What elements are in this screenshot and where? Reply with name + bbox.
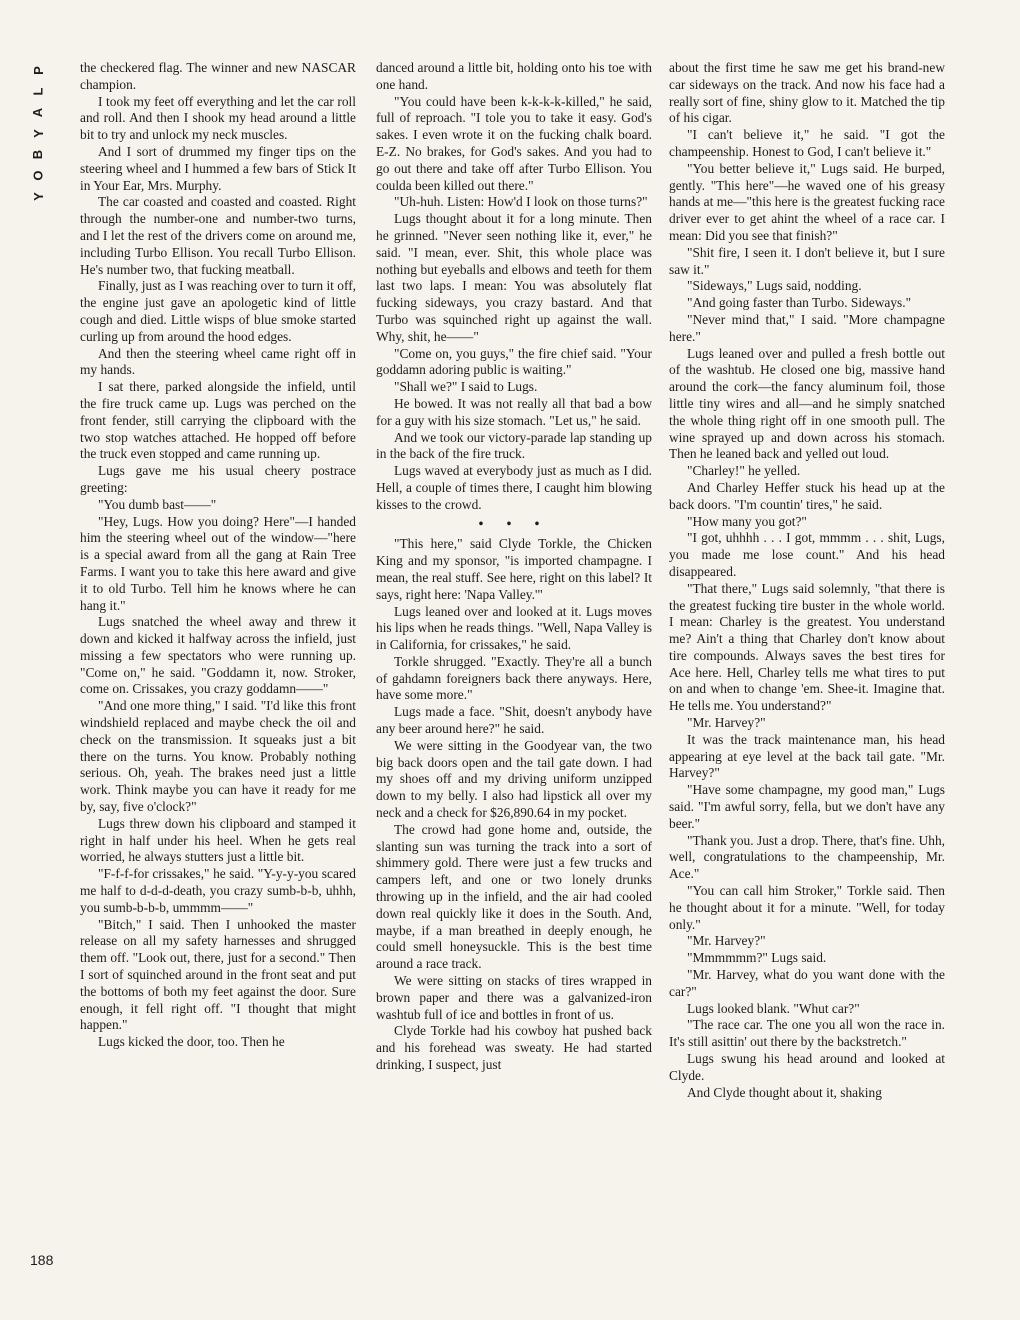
- paragraph: "You can call him Stroker," Torkle said. Then he thought about it for a minute. "Well, for today only.": [669, 883, 945, 932]
- paragraph: And I sort of drummed my finger tips on the steering wheel and I hummed a few bars of Stick It in Your Ear, Mrs. Murphy.: [80, 143, 356, 193]
- paragraph: We were sitting on stacks of tires wrapped in brown paper and there was a galvanized-iron washtub full of ice and bottles in front of us.: [376, 973, 652, 1022]
- brand-letter: B: [30, 149, 46, 160]
- paragraph: "Never mind that," I said. "More champagne here.": [669, 311, 945, 344]
- paragraph: And then the steering wheel came right off in my hands.: [80, 345, 356, 378]
- text-column-2: [376, 60, 652, 1074]
- paragraph: "You dumb bast——": [98, 496, 217, 512]
- paragraph: "F-f-f-for crissakes," he said. "Y-y-y-you scared me half to d-d-d-death, you crazy sumb-b-b, uhhh, you sumb-b-b-b, ummmm——": [80, 866, 356, 915]
- paragraph: "Sideways," Lugs said, nodding.: [687, 278, 862, 294]
- text-column-1: [80, 60, 356, 1051]
- paragraph: "I got, uhhhh . . . I got, mmmm . . . shit, Lugs, you made me lose count." And his head disappeared.: [669, 530, 945, 579]
- brand-letter: L: [30, 87, 46, 96]
- paragraph: And Charley Heffer stuck his head up at the back doors. "I'm countin' tires," he said.: [669, 479, 945, 512]
- paragraph: "Come on, you guys," the fire chief said. "Your goddamn adoring public is waiting.": [376, 345, 652, 378]
- paragraph: about the first time he saw me get his brand-new car sideways on the track. And now his face had a really sort of fine, shiny glow to it. Matched the tip of his cigar.: [669, 60, 945, 126]
- paragraph: "Mr. Harvey?": [687, 933, 766, 949]
- paragraph: "Bitch," I said. Then I unhooked the master release on all my safety harnesses and shrugged them off. "Look out, there, just for a second." Then I sort of squinched around in the front seat and put the bottoms of both my feet against the door. Sure enough, it fell right off. "I thought that might happen.": [80, 916, 356, 1033]
- text-column-3: [669, 60, 945, 1101]
- paragraph: the checkered flag. The winner and new NASCAR champion.: [80, 60, 356, 92]
- paragraph: "How many you got?": [687, 513, 807, 529]
- paragraph: "I can't believe it," he said. "I got the champeenship. Honest to God, I can't believe it.": [669, 127, 945, 159]
- paragraph: "Mmmmmm?" Lugs said.: [687, 950, 827, 966]
- paragraph: And Clyde thought about it, shaking: [687, 1084, 882, 1100]
- paragraph: Clyde Torkle had his cowboy hat pushed back and his forehead was sweaty. He had started drinking, I suspect, just: [376, 1023, 652, 1073]
- paragraph: The crowd had gone home and, outside, the slanting sun was turning the track into a sort of shimmery gold. There were just a few trucks and campers left, and one or two lonely drunks throwing up in the infield, and the air had cooled down real quickly like it does in the South. And, maybe, if a man breathed in deeply enough, he could smell honeysuckle. This is the best time around a race track.: [376, 821, 652, 972]
- paragraph: "Shit fire, I seen it. I don't believe it, but I sure saw it.": [669, 244, 945, 277]
- paragraph: Lugs threw down his clipboard and stamped it right in half under his heel. When he gets real worried, he always stutters just a little bit.: [80, 815, 356, 865]
- paragraph: Lugs waved at everybody just as much as I did. Hell, a couple of times there, I caught him blowing kisses to the crowd.: [376, 463, 652, 512]
- paragraph: Lugs leaned over and looked at it. Lugs moves his lips when he reads things. "Well, Napa Valley is in California, for crissakes," he said.: [376, 603, 652, 653]
- paragraph: "And one more thing," I said. "I'd like this front windshield replaced and maybe check the oil and check on the transmission. It squeaks just a bit there on the turns. You know. Probably nothing serious. Oh, yeah. The brakes need just a little work. Think maybe you can have it ready for me by, say, five o'clock?": [80, 698, 356, 815]
- paragraph: Finally, just as I was reaching over to turn it off, the engine just gave an apologetic kind of little cough and died. Little wisps of blue smoke started curling up from around the hood edges.: [80, 278, 356, 344]
- paragraph: We were sitting in the Goodyear van, the two big back doors open and the tail gate down. I had my shoes off and my driving uniform unzipped down to my belly. I also had lipstick all over my neck and a check for $26,890.64 in my pocket.: [376, 737, 652, 821]
- brand-letter: Y: [30, 192, 46, 201]
- paragraph: Lugs thought about it for a long minute. Then he grinned. "Never seen nothing like it, ever," he said. "I mean, ever. Shit, this whole place was nothing but eyeballs and elbows and teeth for them last two laps. I mean: You was absolutely flat fucking sideways, you crazy bastard. And that Turbo was squinched right up against the wall. Why, shit, he——": [376, 211, 652, 344]
- paragraph: "Charley!" he yelled.: [687, 463, 801, 479]
- paragraph: "Have some champagne, my good man," Lugs said. "I'm awful sorry, fella, but we don't have any beer.": [669, 782, 945, 831]
- paragraph: Lugs snatched the wheel away and threw it down and kicked it halfway across the infield, just missing a few spectators who were running up. "Come on," he said. "Goddamn it, now. Stroker, come on. Crissakes, you crazy goddamn——": [80, 614, 356, 697]
- section-break: • • •: [478, 515, 550, 531]
- paragraph: "You could have been k-k-k-k-killed," he said, full of reproach. "I tole you to take it easy. God's sakes. I even wrote it on the fucking chalk board. E-Z. No brakes, for God's sakes. And you had to go out there and take off after Turbo Ellison. You coulda been killed out there.": [376, 93, 652, 193]
- paragraph: It was the track maintenance man, his head appearing at eye level at the back tail gate. "Mr. Harvey?": [669, 731, 945, 781]
- paragraph: "You better believe it," Lugs said. He burped, gently. "This here"—he waved one of his greasy hands at me—"this here is the greatest fucking race driver ever to get ahint the wheel of a race car. I mean: Did you see that finish?": [669, 160, 945, 243]
- paragraph: Torkle shrugged. "Exactly. They're all a bunch of gahdamn foreigners back there anyways. Here, have some more.": [376, 653, 652, 703]
- paragraph: Lugs kicked the door, too. Then he: [98, 1034, 285, 1050]
- paragraph: Lugs swung his head around and looked at Clyde.: [669, 1051, 945, 1083]
- brand-letter: Y: [30, 129, 46, 138]
- brand-letter: O: [30, 170, 46, 181]
- paragraph: danced around a little bit, holding onto his toe with one hand.: [376, 60, 652, 92]
- paragraph: Lugs leaned over and pulled a fresh bottle out of the washtub. He closed one big, massive hand around the cork—the fancy aluminum foil, those little tiny wires and all—and he simply snatched the whole thing right off in one smooth pull. The wine sprayed up and down across his stomach. Then he leaned back and yelled out loud.: [669, 345, 945, 462]
- paragraph: Lugs looked blank. "Whut car?": [687, 1000, 860, 1016]
- brand-letter: A: [30, 107, 46, 118]
- paragraph: "Uh-huh. Listen: How'd I look on those turns?": [394, 194, 648, 210]
- magazine-name-vertical: [26, 60, 50, 207]
- paragraph: "The race car. The one you all won the race in. It's still asittin' out there by the backstretch.": [669, 1017, 945, 1050]
- paragraph: And we took our victory-parade lap standing up in the back of the fire truck.: [376, 429, 652, 462]
- page-number: 188: [30, 1252, 54, 1268]
- paragraph: The car coasted and coasted and coasted. Right through the number-one and number-two turns, and I let the rest of the drivers come on around me, including Turbo Ellison. You recall Turbo Ellison. He's number two, that fucking meatball.: [80, 194, 356, 277]
- paragraph: "And going faster than Turbo. Sideways.": [687, 295, 912, 311]
- paragraph: I took my feet off everything and let the car roll and roll. And then I shook my head around a little bit to try and unlock my neck muscles.: [80, 93, 356, 143]
- paragraph: "Mr. Harvey?": [687, 715, 766, 731]
- paragraph: Lugs made a face. "Shit, doesn't anybody have any beer around here?" he said.: [376, 704, 652, 737]
- paragraph: I sat there, parked alongside the infield, until the fire truck came up. Lugs was perched on the front fender, still carrying the clipboard with the two stop watches attached. He hopped off before the truck even stopped and came running up.: [80, 379, 356, 462]
- brand-letter: P: [30, 66, 46, 75]
- paragraph: "Thank you. Just a drop. There, that's fine. Uhh, well, congratulations to the champeenship, Mr. Ace.": [669, 832, 945, 882]
- paragraph: He bowed. It was not really all that bad a bow for a guy with his size stomach. "Let us," he said.: [376, 395, 652, 428]
- paragraph: "That there," Lugs said solemnly, "that there is the greatest fucking tire buster in the whole world. I mean: Charley is the greatest. You understand me? Ain't a thing that Charley don't know about tire compounds. Always saves the best tires for Ace here. Hell, Charley tells me what tires to put on and when to change 'em. Shee-it. Imagine that. He tells me. You understand?": [669, 580, 945, 714]
- paragraph: "Mr. Harvey, what do you want done with the car?": [669, 967, 945, 999]
- paragraph: Lugs gave me his usual cheery postrace greeting:: [80, 463, 356, 495]
- paragraph: "This here," said Clyde Torkle, the Chicken King and my sponsor, "is imported champagne. I mean, the real stuff. See here, right on this label? It says, right here: 'Napa Valley.'": [376, 536, 652, 602]
- paragraph: "Shall we?" I said to Lugs.: [394, 379, 538, 395]
- paragraph: "Hey, Lugs. How you doing? Here"—I handed him the steering wheel out of the window—"here is a special award from all the gang at Rain Tree Farms. I want you to take this here award and give it to old Turbo. Tell him he knows where he can hang it.": [80, 513, 356, 613]
